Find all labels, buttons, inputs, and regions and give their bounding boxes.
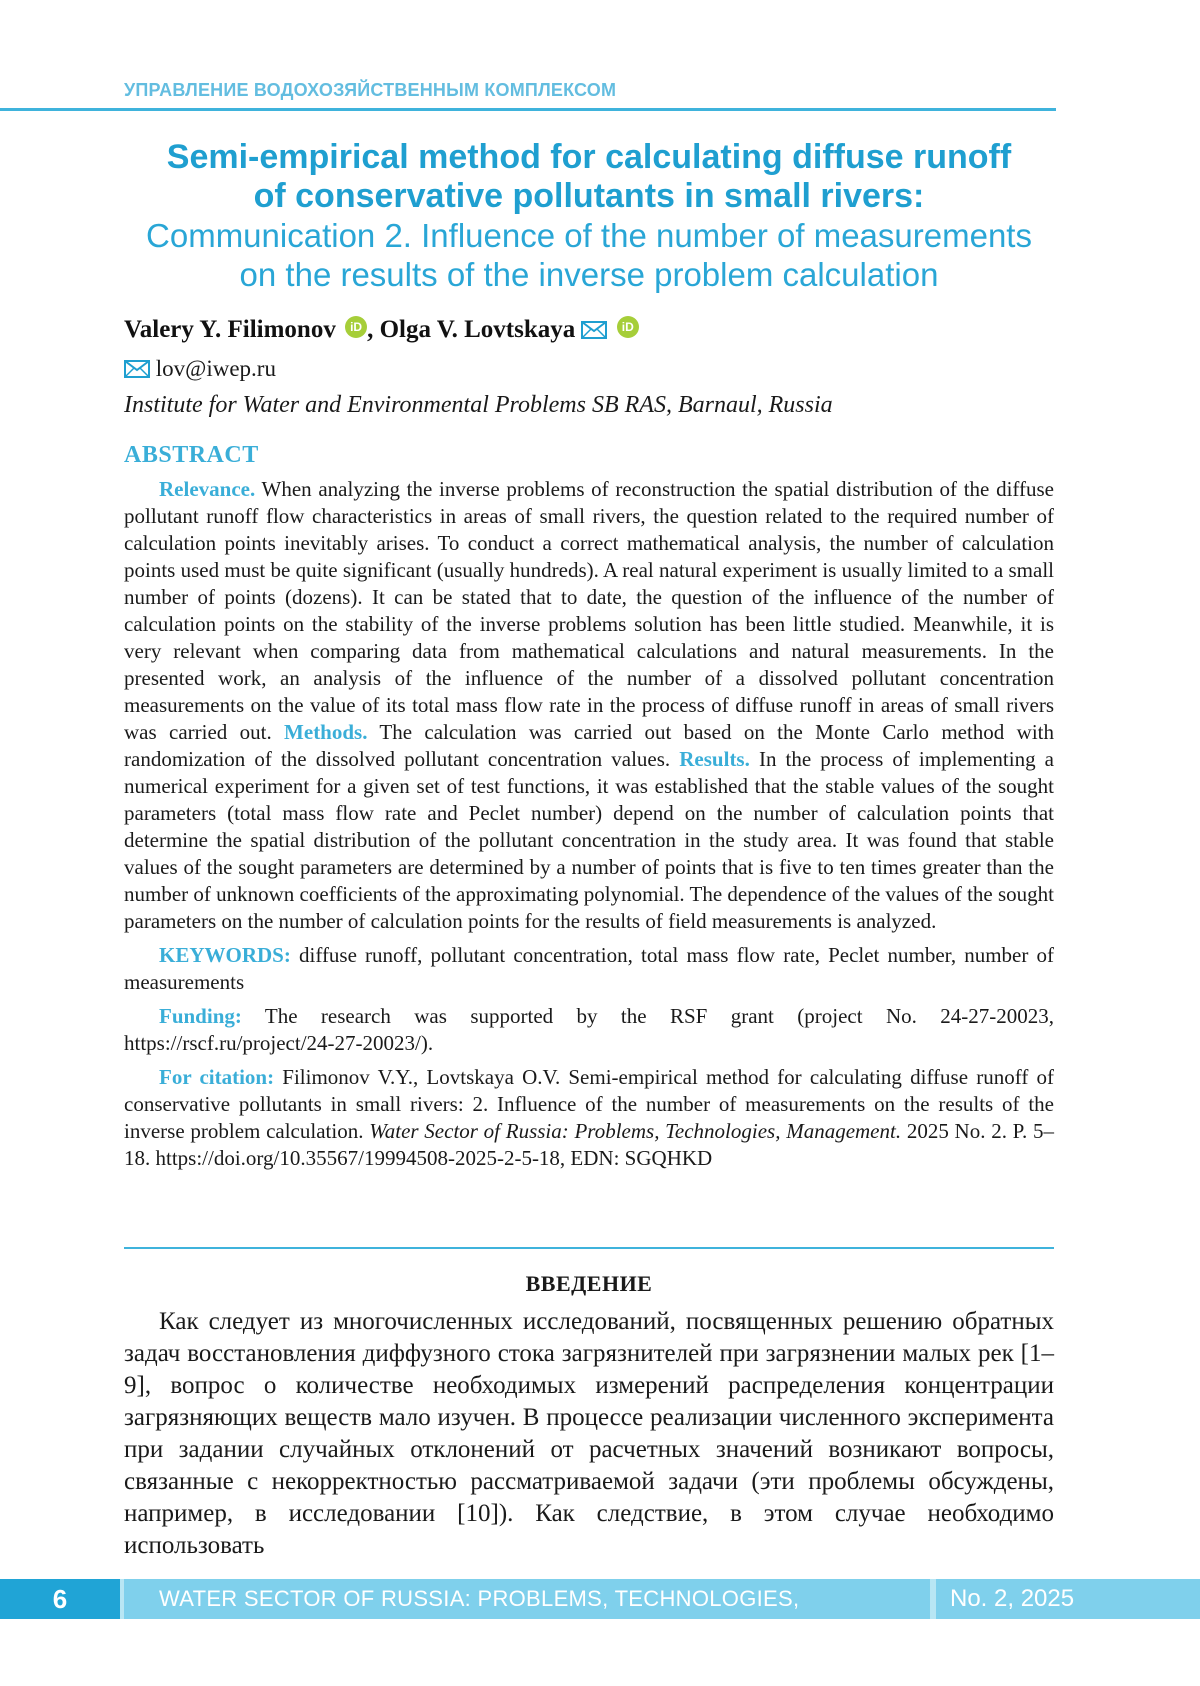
abstract-heading: ABSTRACT [124, 442, 259, 468]
keywords-paragraph [124, 942, 1054, 996]
subtitle-line-2: on the results of the inverse problem calculation [239, 256, 939, 293]
keywords-text: diffuse runoff, pollutant concentration, total mass flow rate, Peclet number, number of measurements [124, 943, 1054, 994]
author-list [124, 316, 639, 346]
citation-text: Filimonov V.Y., Lovtskaya O.V. Semi-empirical method for calculating diffuse runoff of conservative pollutants in small rivers: 2. Influence of the number of measurements on the results of the inverse problem calculation. [124, 1065, 1054, 1143]
page-number: 6 [0, 1579, 120, 1619]
title-line-1: Semi-empirical method for calculating diffuse runoff [166, 138, 1012, 176]
funding-label: Funding: [159, 1004, 242, 1028]
relevance-text: When analyzing the inverse problems of reconstruction the spatial distribution of the diffuse pollutant runoff flow characteristics in areas of small rivers, the question related to the required number of calculation points inevitably arises. To conduct a correct mathematical analysis, the number of calculation points used must be quite significant (usually hundreds). A real natural experiment is usually limited to a small number of points (dozens). It can be stated that to date, the question of the influence of the number of calculation points on the stability of the inverse problems solution has been little studied. Meanwhile, it is very relevant when comparing data from mathematical calculations and natural measurements. In the presented work, an analysis of the influence of the number of a dissolved pollutant concentration measurements on the value of its total mass flow rate in the process of diffuse runoff in areas of small rivers was carried out. [124, 477, 1054, 744]
subtitle-line-1: Communication 2. Influence of the number of measurements [146, 217, 1032, 254]
keywords-label: KEYWORDS: [159, 943, 291, 967]
mail-icon[interactable] [581, 318, 607, 346]
section-divider [124, 1247, 1054, 1249]
methods-label: Methods. [284, 720, 368, 744]
funding-paragraph [124, 1003, 1054, 1057]
author-name: Olga V. Lovtskaya [379, 316, 576, 343]
running-head: УПРАВЛЕНИЕ ВОДОХОЗЯЙСТВЕННЫМ КОМПЛЕКСОМ [124, 80, 617, 100]
citation-tail: 2025 No. 2. P. 5–18. https://doi.org/10.35567/19994508-2025-2-5-18, EDN: SGQHKD [124, 1119, 1054, 1170]
footer-issue: No. 2, 2025 [936, 1579, 1200, 1619]
intro-heading: ВВЕДЕНИЕ [525, 1271, 653, 1296]
orcid-icon[interactable]: iD [617, 316, 639, 338]
citation-journal: Water Sector of Russia: Problems, Technologies, Management. [369, 1119, 902, 1143]
footer-journal-title: WATER SECTOR OF RUSSIA: PROBLEMS, TECHNOLOGIES, MANAGEMENT [124, 1579, 930, 1619]
author-separator: , [367, 316, 380, 343]
citation-label: For citation: [159, 1065, 275, 1089]
article-title [124, 138, 1054, 294]
affiliation: Institute for Water and Environmental Problems SB RAS, Barnaul, Russia [124, 392, 833, 418]
title-line-2: of conservative pollutants in small rivers: [253, 177, 925, 215]
intro-paragraph: Как следует из многочисленных исследований, посвященных решению обратных задач восстановления диффузного стока загрязнителей при загрязнении малых рек [1–9], вопрос о количестве необходимых измерений распределения концентрации загрязняющих веществ мало изучен. В процессе реализации численного эксперимента при задании случайных отклонений от расчетных значений возникают вопросы, связанные с некорректностью рассматриваемой задачи (эти проблемы обсуждены, например, в исследовании [10]). Как следствие, в этом случае необходимо использовать [124, 1308, 1054, 1559]
corresponding-email [124, 356, 276, 384]
author-name: Valery Y. Filimonov [124, 316, 336, 343]
methods-text: The calculation was carried out based on the Monte Carlo method with randomization of the dissolved pollutant concentration values. [124, 720, 1054, 771]
results-text: In the process of implementing a numerical experiment for a given set of test functions, it was established that the stable values of the sought parameters (total mass flow rate and Peclet number) depend on the number of calculation points that determine the spatial distribution of the pollutant concentration in the study area. It was found that stable values of the sought parameters are determined by a number of points that is five to ten times greater than the number of unknown coefficients of the approximating polynomial. The dependence of the values of the sought parameters on the number of calculation points for the results of field measurements is analyzed. [124, 747, 1054, 933]
email-link[interactable]: lov@iwep.ru [155, 356, 276, 381]
orcid-icon[interactable]: iD [345, 316, 367, 338]
abstract-paragraph [124, 476, 1054, 935]
funding-text: The research was supported by the RSF grant (project No. 24-27-20023, https://rscf.ru/project/24-27-20023/). [124, 1004, 1054, 1055]
abstract-body [124, 476, 1054, 1179]
relevance-label: Relevance. [159, 477, 256, 501]
results-label: Results. [679, 747, 750, 771]
page-footer [0, 1579, 1200, 1651]
header-divider [0, 108, 1056, 111]
citation-paragraph [124, 1064, 1054, 1172]
mail-icon [124, 358, 150, 384]
